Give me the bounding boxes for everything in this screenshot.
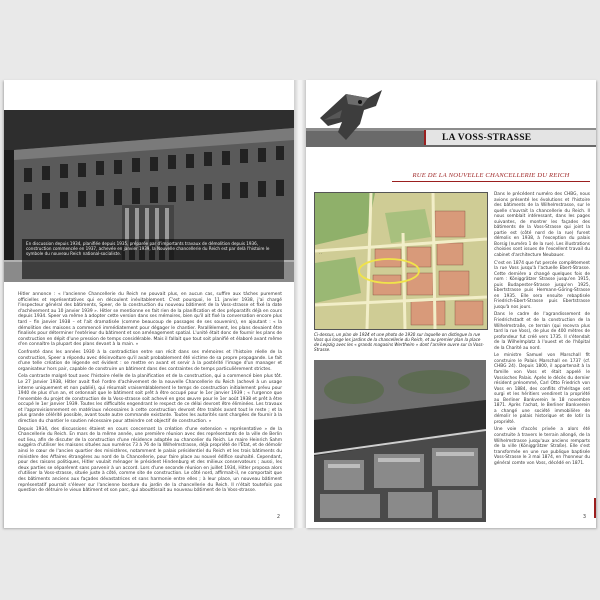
map-image <box>315 193 487 329</box>
paragraph: C'est en 1874 que fut percée complètement la rue Voss jusqu'à l'actuelle Ebert-Strasse. Cette dernière a changé quelques fois de nom : Königgrätzer Strasse jusqu'en 1915, puis Budapester-Strasse jusqu'en 1925, Ebertstrasse puis Hermann-Göring-Strasse en 1935. Elle sera ensuite rebaptisée Friedrich-Ebert-Strasse puis Ebertstrasse jusqu'à nos jours. <box>494 260 590 310</box>
page-accent-mark <box>594 498 596 518</box>
page-number: 3 <box>582 514 586 520</box>
paragraph: Dans le cadre de l'agrandissement de Friedrichstadt et de la construction de la Wilhelmstraße, ce terrain (qui recevra plus tard la rue Voss), de plus de 400 mètres de profondeur fut créé vers 1735. Il s'étendait de la Wilhelmplatz à l'ouest et de l'hôpital de la Charité au nord. <box>494 312 590 351</box>
svg-text:· ·: · · <box>319 252 323 256</box>
map-caption: Ci-dessus, un plan de 1924 et une photo de 1930 sur laquelle on distingue la rue Voss qui longe les jardins de la chancellerie du Reich, et au premier plan la place de Leipzig avec les « grands magasins Wertheim » dont l'arrière ouvre sur la Voss-Strasse. <box>314 332 484 353</box>
eagle-emblem-icon <box>316 88 386 148</box>
right-article-body <box>494 192 590 468</box>
paragraph: Dans le précédent numéro des CHBG, nous avions présenté les évolutions et l'histoire des bâtiments de la Wilhelmstrasse, sur le quelle s'ouvrait la chancellerie du Reich. Il nous semblait intéressant, dans les pages suivantes, de montrer les façades des bâtiments de la Voss-Strasse qui joint la partie est (côté nord de la rue) furent démolis en 1938, à l'exception du palais Borsig (numéro 1 de la rue). Les illustrations choisies sont issues de l'excellent travail du cabinet d'architecture Neubauer. <box>494 192 590 259</box>
aerial-image <box>314 360 486 522</box>
paragraph: Cela contraste malgré tout avec l'histoire réelle de la planification et de la construction, qui a commencé bien plus tôt. Le 27 janvier 1938, Hitler avait fixé l'ordre d'achèvement de la nouvelle Chancellerie du Reich (achevé à un usage interne uniquement et non publié), qui résumait vraisemblablement le temps de construction initialement prévu pour 1940 de plus d'un an, et ordonnait que le bâtiment soit prêt à être occupé pour le 1er janvier 1939 ; « l'urgence que l'ensemble du projet de construction de la Voss-strasse soit achevé en gros œuvre pour le 1er août 1938 et prêt à être occupé le 1er janvier 1939. Toutes les difficultés engendrant le respect de ce délai devront être éliminées. Les travaux et l'approvisionnement en matériaux nécessaires à cette construction devront être traités avant tout le reste ; et la plus grande célérité possible, avant toute autre commande existante. Toutes les autorités sont chargées de fournir à la direction du chantier le soutien nécessaire pour atteindre cet objectif de construction. » <box>18 374 282 425</box>
paragraph: Depuis 1934, des discussions étaient en cours concernant la création d'une extension « représentative » de la Chancellerie du Reich. En mars de la même année, une première réunion avec des représentants de la ville de Berlin eut lieu, afin de discuter de la construction d'une résidence adaptée au chancelier du Reich. Le maire Heinrich Sahm suggéra d'utiliser les maisons situées aux numéros 73 à 76 de la Wilhelmstrasse, déjà propriété de l'État, et de démolir ainsi le cœur de l'ancien quartier des ministères, notamment le palais présidentiel du Reich et les trois bâtiments du ministère des Affaires étrangères au nord de la Chancellerie, pour faire place au nouvel édifice souhaité. Cependant, pour des raisons politiques, Hitler voulait ménager le président Hindenburg et des milieux conservateurs ; aussi, les deux parties se séparèrent sans parvenir à un accord. Lors d'une seconde réunion en juillet 1934, Hitler proposa alors d'utiliser la Voss-strasse, située juste à côté, comme site de construction. Le côté nord, affirmait-il, ne comportait que des bâtiments anciens aux façades dévastatrices et sans harmonie entre elles ; à leur place, un nouveau bâtiment représentatif pourrait s'élever sur l'ancienne bordure du jardin de la chancellerie du Reich. Il n'était toutefois pas question de détruire le vieux bâtiment et son parc, qui abouttissait au nouveau bâtiment de la Voss-strasse. <box>18 426 282 494</box>
paragraph: Le ministre Samuel von Marschall fit construire le Palais Marschall en 1737 (cf. CHBG 24). Depuis 1800, il appartenait à la famille von Voss et était appelé le Vossisches Palais. Après le décès du dernier résident prénommé, Carl Otto Friedrich von Voss en 1884, des conflits d'héritage ont surgi et les héritiers vendirent la propriété au Berliner Bankverein le 18 novembre 1871. Après l'achat, le Berliner Bankverein a changé une société immobilière de démolir le palais historique et de lotir la propriété. <box>494 353 590 425</box>
book-gutter <box>294 80 306 528</box>
page-number: 2 <box>276 514 280 520</box>
left-page <box>4 80 294 528</box>
right-page <box>306 80 596 528</box>
paragraph: Hitler annonce : « l'ancienne Chancellerie du Reich ne pouvait plus, en aucun cas, suffire aux tâches purement officielles et représentatives qui en découlent inévitablement. C'est pourquoi, le 11 janvier 1938, j'ai chargé l'inspecteur général des bâtiments, Speer, de la construction du nouveau bâtiment de la Voss-strasse et fixé la date d'achèvement au 10 janvier 1939 ». Hitler se mentionne en fait rien de la planification et des préparatifs déjà en cours depuis 1934. Speer va même à adopter cette version dans ses mémoires, bien qu'il ait fixé la conversation encore plus tard – fin janvier 1938 – et l'ait dramatisée (comme beaucoup de passages de ses souvenirs), en ajoutant : « la démolition des maisons a commencé immédiatement pour dégager le chantier. Parallèlement, les plans devaient être finalisés pour déterminer l'extérieur du bâtiment et son aménagement spatial. L'unité était donc de fournir les plans de construction en dépit d'une pression de temps considérable. Mais il fallait que tout soit planifié et élaboré avant même d'en connaître la plupart des plans devant à la main. » <box>18 292 282 348</box>
paragraph: Confronté dans les années 1930 à la contradiction entre son récit dans ses mémoires et l'histoire réelle de la construction, Speer a répondu avec désinvolture qu'il avait probablement été victime de sa propre propagande. Le fait d'une telle création de légende est évident : se mettre en avant et servir à la postérité l'image d'un manager et organisateur hors pair, capable de construire un bâtiment dans des contraintes de temps particulièrement strictes. <box>18 349 282 372</box>
paragraph: Une voie d'accès privée a alors été construite à travers le terrain allongé, de la Wilhelmstrasse jusqu'aux anciens remparts de la ville (Königgrätzer Straße). Elle s'est transformée en une rue publique baptisée Voss-Strasse le 3 mai 1874, en l'honneur du général comte von Voss, décédé en 1871. <box>494 427 590 466</box>
section-title: LA VOSS-STRASSE <box>442 133 532 143</box>
section-subtitle: RUE DE LA NOUVELLE CHANCELLERIE DU REICH <box>412 172 570 179</box>
left-article-body <box>18 292 282 496</box>
aerial-photo-1930 <box>314 360 486 522</box>
photo-caption: En discussion depuis 1934, planifiée depuis 1935, préparée par d'importants travaux de démolition depuis 1936, construction commencée en 1937, achevée en janvier 1939, la Nouvelle chancellerie du Reich est par delà l'histoire le symbole du nouveau Reich national-socialiste. <box>22 239 284 279</box>
city-map-1924 <box>314 192 488 330</box>
subtitle-rule <box>392 181 590 182</box>
